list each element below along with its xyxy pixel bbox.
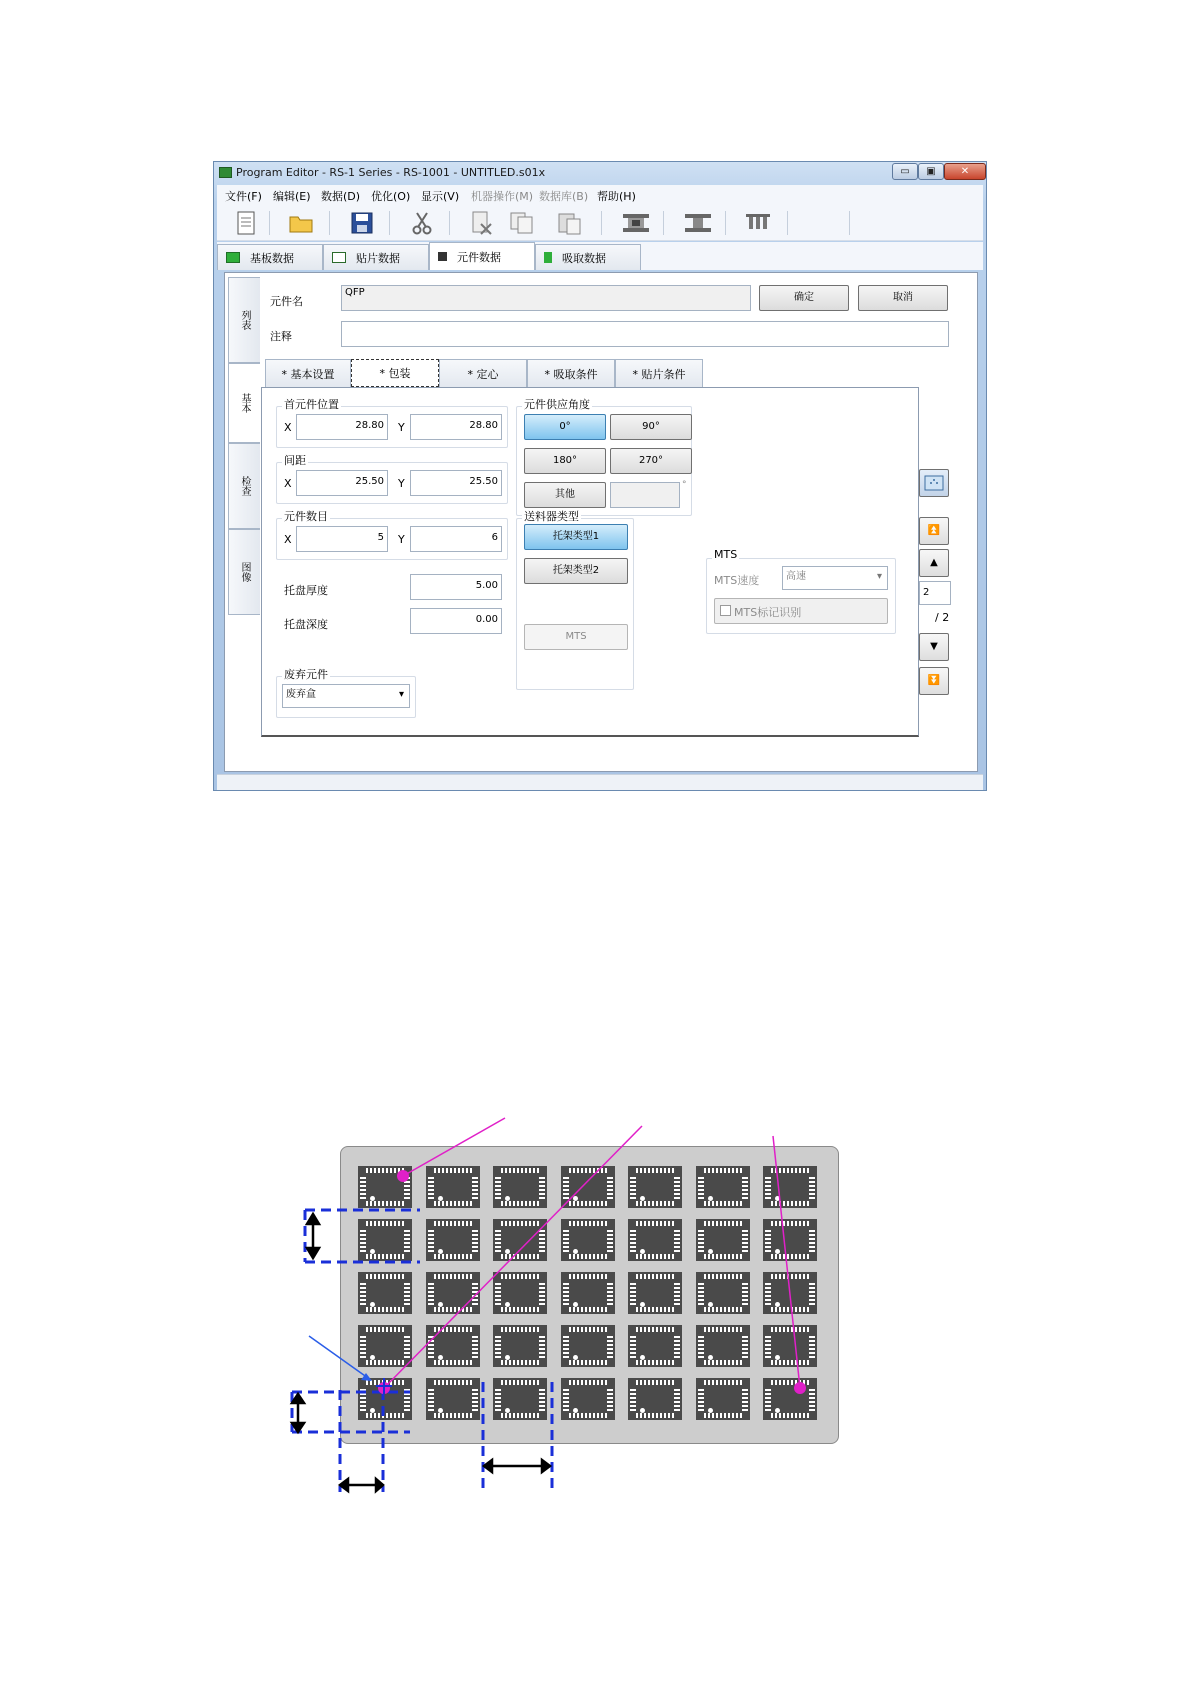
side-tab-image[interactable]: 图像 (228, 529, 260, 615)
pointer-arrow (309, 1336, 368, 1378)
angle-90-button[interactable]: 90° (610, 414, 692, 440)
menu-file[interactable]: 文件(F) (225, 190, 262, 203)
x-label: X (284, 533, 292, 546)
toolbar-separator (449, 211, 450, 235)
tab-board-data[interactable] (217, 244, 323, 270)
up-arrow-icon: ▲ (930, 557, 938, 568)
y-label: Y (398, 533, 405, 546)
first-page-icon: ⏫ (927, 525, 941, 536)
last-page-button[interactable] (919, 667, 949, 695)
toolbar (217, 205, 983, 241)
y-label: Y (398, 477, 405, 490)
toolbar-separator (787, 211, 788, 235)
menu-database[interactable]: 数据库(B) (539, 190, 589, 203)
sub-tab-container (261, 359, 921, 769)
pitch-x-guide (483, 1382, 552, 1492)
pitch-y-guide (305, 1210, 420, 1262)
subtab-placement-conditions[interactable]: * 贴片条件 (615, 359, 703, 387)
dropdown-arrow-icon: ▾ (398, 689, 404, 700)
prev-page-button[interactable] (919, 549, 949, 577)
side-tab-list[interactable]: 列表 (228, 277, 260, 363)
menu-optimize[interactable]: 优化(O) (371, 190, 411, 203)
tab-label: 基板数据 (250, 251, 294, 265)
waste-select[interactable] (282, 684, 410, 708)
dropdown-arrow-icon: ▾ (876, 571, 882, 582)
count-x-field[interactable]: 5 (296, 526, 388, 552)
down-arrow-icon: ▼ (930, 641, 938, 652)
waste-select-value: 废弃盒 (286, 689, 316, 700)
paste-icon[interactable] (555, 209, 585, 237)
double-arrow (484, 1460, 550, 1472)
placement-icon (332, 252, 346, 263)
ok-button[interactable]: 确定 (759, 285, 849, 311)
nozzle-green-icon (544, 252, 552, 263)
next-page-button[interactable] (919, 633, 949, 661)
cancel-button[interactable]: 取消 (858, 285, 948, 311)
pitch-label: 间距 (284, 454, 306, 467)
mts-mark-label: MTS标记识别 (734, 606, 802, 619)
count-label: 元件数目 (284, 510, 328, 523)
last-page-icon: ⏬ (927, 675, 941, 686)
pointer-line (773, 1136, 800, 1388)
first-pos-y-guide (292, 1392, 410, 1432)
side-tab-check[interactable]: 检查 (228, 443, 260, 529)
supply-angle-label: 元件供应角度 (524, 398, 590, 411)
cut-icon[interactable] (407, 209, 437, 237)
open-folder-icon[interactable] (287, 209, 317, 237)
tab-pickup-data[interactable] (535, 244, 641, 270)
x-label: X (284, 421, 292, 434)
toolbar-separator (269, 211, 270, 235)
tab-placement-data[interactable] (323, 244, 429, 270)
first-page-button[interactable] (919, 517, 949, 545)
tab-label: 元件数据 (457, 250, 501, 264)
comment-label: 注释 (270, 330, 292, 343)
data-tab-bar (217, 242, 983, 270)
subtab-centering[interactable]: * 定心 (439, 359, 527, 387)
page-number-field[interactable]: 2 (919, 581, 951, 605)
side-tab-basic[interactable]: 基本 (228, 363, 260, 443)
pointer-line (403, 1118, 505, 1176)
last-component-marker (794, 1382, 806, 1394)
tray-thickness-field[interactable]: 5.00 (410, 574, 502, 600)
angle-0-button[interactable]: 0° (524, 414, 606, 440)
angle-270-button[interactable]: 270° (610, 448, 692, 474)
program-editor-window (213, 161, 987, 791)
new-file-icon[interactable] (231, 209, 261, 237)
delete-icon[interactable] (467, 209, 497, 237)
component-name-field[interactable]: QFP (341, 285, 751, 311)
save-icon[interactable] (347, 209, 377, 237)
mts-speed-value: 高速 (786, 571, 806, 582)
toolbar-separator (663, 211, 664, 235)
degree-symbol: ° (682, 480, 687, 490)
tray-depth-field[interactable]: 0.00 (410, 608, 502, 634)
angle-other-button[interactable]: 其他 (524, 482, 606, 508)
angle-180-button[interactable]: 180° (524, 448, 606, 474)
toolbar-separator (601, 211, 602, 235)
subtab-package[interactable]: * 包装 (351, 359, 439, 387)
board-icon (226, 252, 240, 263)
pitch-x-field[interactable]: 25.50 (296, 470, 388, 496)
toolbar-separator (849, 211, 850, 235)
mts-group-label: MTS (714, 548, 738, 561)
subtab-basic-settings[interactable]: * 基本设置 (265, 359, 351, 387)
copy-icon[interactable] (507, 209, 537, 237)
waste-label: 废弃元件 (284, 668, 328, 681)
mts-speed-select[interactable] (782, 566, 888, 590)
machine-2-icon[interactable] (683, 209, 713, 237)
first-x-field[interactable]: 28.80 (296, 414, 388, 440)
tray-annotation-overlay (0, 1100, 1191, 1520)
package-panel (261, 387, 919, 737)
close-button[interactable]: ✕ (944, 163, 986, 180)
mts-button[interactable]: MTS (524, 624, 628, 650)
tab-component-data[interactable] (429, 242, 535, 270)
comment-field[interactable] (341, 321, 949, 347)
x-label: X (284, 477, 292, 490)
maximize-button[interactable]: ▣ (918, 163, 944, 180)
mts-speed-label: MTS速度 (714, 574, 760, 587)
first-y-field[interactable]: 28.80 (410, 414, 502, 440)
tab-label: 吸取数据 (562, 251, 606, 265)
angle-other-field[interactable] (610, 482, 680, 508)
first-pos-x-guide (340, 1390, 383, 1492)
main-panel (224, 272, 978, 772)
feeder-tray-type-1-button[interactable]: 托架类型1 (524, 524, 628, 550)
toolbar-separator (725, 211, 726, 235)
menu-help[interactable]: 帮助(H) (597, 190, 636, 203)
toolbar-separator (329, 211, 330, 235)
layout-view-button[interactable] (919, 469, 949, 497)
feeder-tray-type-2-button[interactable]: 托架类型2 (524, 558, 628, 584)
window-title: Program Editor - RS-1 Series - RS-1001 - UNTITLED.s01x (236, 166, 546, 179)
mts-mark-checkbox[interactable] (720, 605, 731, 616)
pitch-y-field[interactable]: 25.50 (410, 470, 502, 496)
page-total: / 2 (935, 611, 950, 624)
chip-icon (438, 252, 447, 261)
machine-icon[interactable] (621, 209, 651, 237)
menu-data[interactable]: 数据(D) (321, 190, 361, 203)
toolbar-separator (389, 211, 390, 235)
tab-label: 贴片数据 (356, 251, 400, 265)
feeder-type-label: 送料器类型 (524, 510, 579, 523)
app-icon (219, 167, 232, 178)
minimize-button[interactable]: ▭ (892, 163, 918, 180)
first-position-label: 首元件位置 (284, 398, 339, 411)
count-y-field[interactable]: 6 (410, 526, 502, 552)
double-arrow (292, 1394, 304, 1432)
y-label: Y (398, 421, 405, 434)
status-bar (217, 774, 983, 790)
menu-bar (217, 185, 983, 205)
menu-edit[interactable]: 编辑(E) (273, 190, 311, 203)
double-arrow (340, 1479, 383, 1491)
component-name-label: 元件名 (270, 295, 303, 308)
menu-machine[interactable]: 机器操作(M) (471, 190, 534, 203)
menu-view[interactable]: 显示(V) (421, 190, 460, 203)
title-bar[interactable] (214, 162, 986, 184)
double-arrow (307, 1214, 319, 1258)
subtab-pickup-conditions[interactable]: * 吸取条件 (527, 359, 615, 387)
first-component-marker (397, 1170, 409, 1182)
nozzle-icon[interactable] (743, 209, 773, 237)
tray-depth-label: 托盘深度 (284, 618, 328, 631)
tray-thickness-label: 托盘厚度 (284, 584, 328, 597)
